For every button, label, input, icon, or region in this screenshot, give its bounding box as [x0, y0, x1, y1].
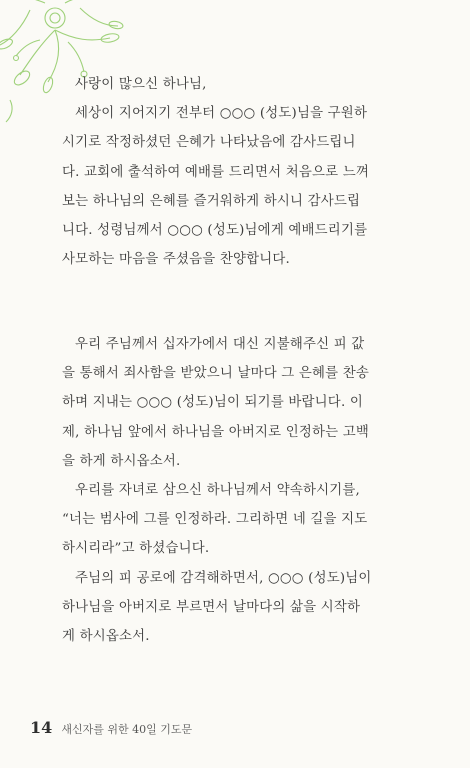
- page-footer: [30, 718, 192, 737]
- text-line: 세상이 지어지기 전부터 ○○○ (성도)님을 구원하: [75, 106, 368, 122]
- prayer-paragraph-2: [62, 330, 417, 651]
- page-number: 14: [30, 718, 53, 737]
- prayer-paragraph-1: [62, 70, 417, 274]
- text-line: 다. 교회에 출석하여 예배를 드리면서 처음으로 느껴: [62, 164, 370, 180]
- text-line: 게 하시옵소서.: [62, 628, 150, 644]
- text-line: 하시리라”고 하셨습니다.: [62, 541, 210, 557]
- text-line: 시기로 작정하셨던 은혜가 나타났음에 감사드립니: [62, 135, 356, 151]
- text-line: 제, 하나님 앞에서 하나님을 아버지로 인정하는 고백: [62, 424, 370, 440]
- text-line: 을 통해서 죄사함을 받았으니 날마다 그 은혜를 찬송: [62, 366, 370, 382]
- text-line: 우리 주님께서 십자가에서 대신 지불해주신 피 값: [75, 337, 365, 352]
- text-line: 하나님을 아버지로 부르면서 날마다의 삶을 시작하: [62, 599, 361, 615]
- text-line: “너는 범사에 그를 인정하라. 그리하면 네 길을 지도: [62, 512, 368, 528]
- text-line: 주님의 피 공로에 감격해하면서, ○○○ (성도)님이: [75, 570, 372, 586]
- text-line: 을 하게 하시옵소서.: [62, 453, 181, 469]
- text-line: 니다. 성령님께서 ○○○ (성도)님에게 예배드리기를: [62, 222, 368, 238]
- book-title: 새신자를 위한 40일 기도문: [61, 723, 193, 736]
- text-line: 사랑이 많으신 하나님,: [75, 77, 207, 92]
- text-line: 보는 하나님의 은혜를 즐거워하게 하시니 감사드립: [62, 193, 361, 209]
- text-line: 하며 지내는 ○○○ (성도)님이 되기를 바랍니다. 이: [62, 395, 363, 411]
- text-line: 사모하는 마음을 주셨음을 찬양합니다.: [62, 252, 290, 268]
- text-line: 우리를 자녀로 삼으신 하나님께서 약속하시기를,: [75, 482, 360, 498]
